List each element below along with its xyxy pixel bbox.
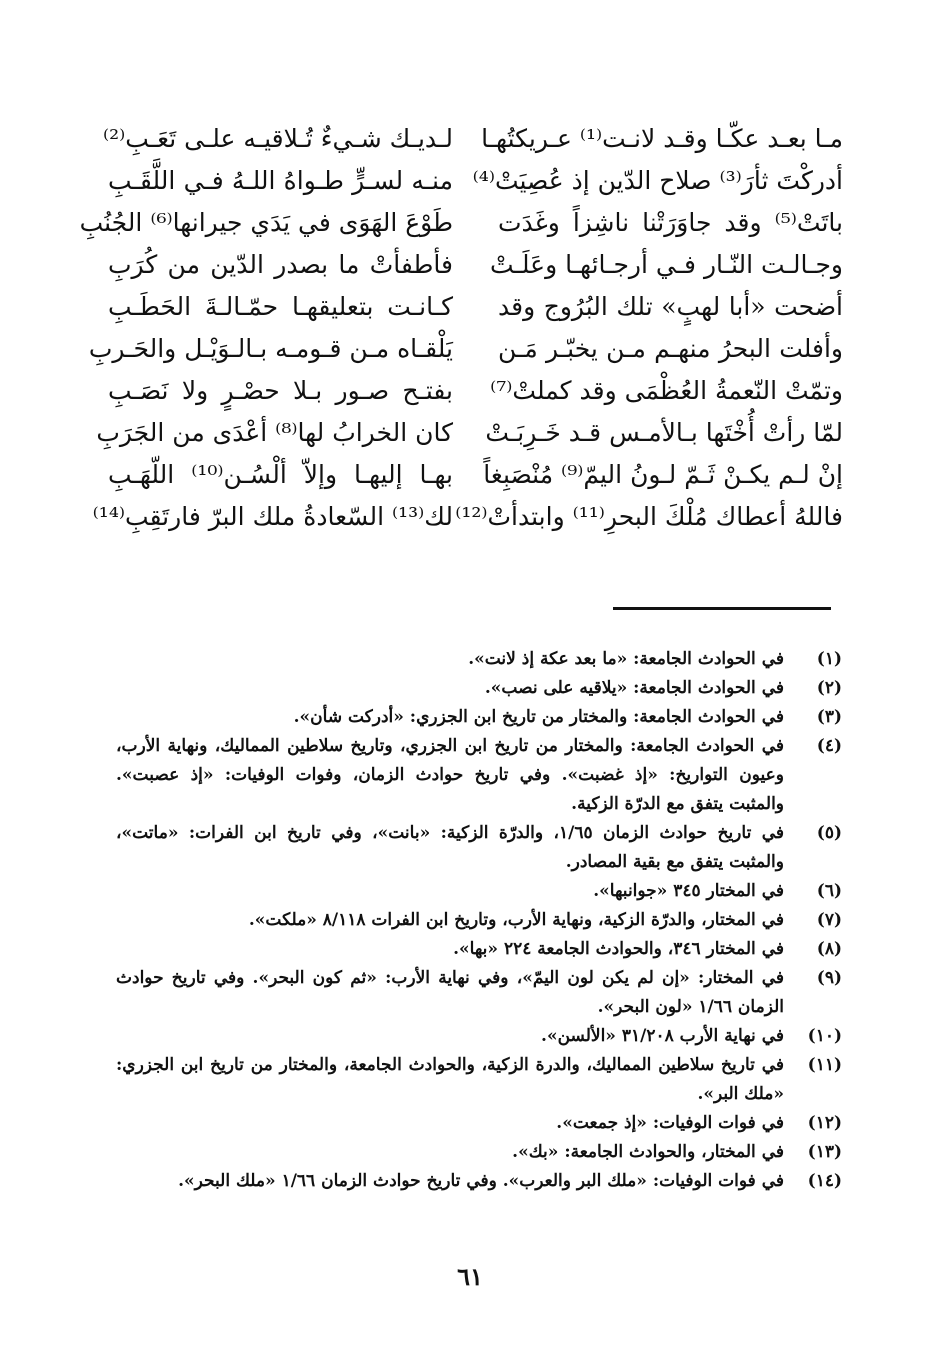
verse-second-hemistich: منـه لسـرٍّ طـواهُ اللـهُ فـي اللَّقَـبِ <box>108 166 453 195</box>
page-number: ٦١ <box>457 1262 483 1291</box>
footnote-text: في الحوادث الجامعة: والمختار من تاريخ ابن الجزري: «أدركت شأن». <box>293 707 784 727</box>
verse <box>92 496 843 538</box>
verse-second-hemistich: كان الخرابُ لها⁽⁸⁾ أعْدَى من الجَرَبِ <box>96 418 453 447</box>
footnote-text: في نهاية الأرب ٣١/٢٠٨ «الألسن». <box>541 1026 784 1046</box>
verse-second-hemistich: لك⁽¹³⁾ السّعادةُ ملك البرّ فارتَقِبِ⁽¹⁴⁾ <box>92 502 453 531</box>
footnote <box>116 1109 842 1138</box>
footnote-number: (٦) <box>816 881 842 901</box>
verse <box>108 370 843 412</box>
verse-first-hemistich: وأفلت البحرُ منهـم مـن يخبّـر مَـن <box>498 334 843 363</box>
footnote-number: (١٣) <box>807 1142 842 1162</box>
footnote-text: في الحوادث الجامعة: «ما بعد عكة إذ لانت». <box>468 649 784 669</box>
footnote-text: في فوات الوفيات: «إذ جمعت». <box>556 1113 784 1133</box>
footnote-number: (١٠) <box>807 1026 842 1046</box>
footnote <box>116 964 842 1022</box>
footnote-text: في المختار، والدرّة الزكية، ونهاية الأرب، وتاريخ ابن الفرات ٨/١١٨ «ملكت». <box>248 910 784 930</box>
verse-first-hemistich: أدركْتَ ثأرَ⁽³⁾ صلاح الدّين إذ عُصِيَتْ⁽⁴⁾ <box>472 166 843 195</box>
footnote-text: في الحوادث الجامعة: والمختار من تاريخ ابن الجزري، وتاريخ سلاطين المماليك، ونهاية الأرب، وعيون التواريخ: «إذ غضبت». وفي تاريخ حوادث الزمان، وفوات الوفيات: «إذ عصبت». والمثبت يتفق مع الدرّة الزكية. <box>116 736 784 814</box>
footnote <box>116 877 842 906</box>
verse-second-hemistich: بفتـح صـور بـلا حصْـرٍ ولا نَصَـبِ <box>108 376 453 405</box>
verse <box>102 118 843 160</box>
footnote-text: في فوات الوفيات: «ملك البر والعرب». وفي تاريخ حوادث الزمان ١/٦٦ «ملك البحر». <box>178 1171 784 1191</box>
footnote <box>116 674 842 703</box>
footnote-text: في الحوادث الجامعة: «يلاقيه على نصب». <box>484 678 784 698</box>
footnote-text: في تاريخ سلاطين المماليك، والدرة الزكية، والحوادث الجامعة، والمختار من تاريخ ابن الجزري: «ملك البر». <box>116 1055 784 1104</box>
verse-second-hemistich: لـديـك شـيءٌ تُـلاقيـه علـى تَعَـبِ⁽²⁾ <box>102 124 453 153</box>
footnote-text: في المختار: «إن لم يكن لون اليمّ»، وفي نهاية الأرب: «ثم كون البحر». وفي تاريخ حوادث الزمان ١/٦٦ «لون البحر». <box>116 968 784 1017</box>
verse-first-hemistich: باتَتْ⁽⁵⁾ وقد جاوَرَتْنا ناشِزاً وغَدَت <box>498 208 843 237</box>
poem <box>79 118 843 538</box>
footnote <box>116 703 842 732</box>
verse-first-hemistich: وجـالـت النّـار فـي أرجـائهـا وعَلَـتْ <box>490 250 843 279</box>
footnote <box>116 645 842 674</box>
footnote-separator-rule <box>613 607 831 610</box>
footnote <box>116 1138 842 1167</box>
verse-second-hemistich: طَوْعَ الهَوَى في يَدَي جيرانها⁽⁶⁾ الجُنُبِ <box>79 208 453 237</box>
verse-first-hemistich: أضحت «أبا لهبٍ» تلك البُرُوج وقد <box>498 292 843 321</box>
verse-first-hemistich: مـا بعـد عكّـا وقـد لانـت⁽¹⁾ عـريكتُهـا <box>481 124 843 153</box>
verse-first-hemistich: فاللهُ أعطاك مُلْكَ البحرِ⁽¹¹⁾ وابتدأتْ⁽¹²⁾ <box>455 502 843 531</box>
verse <box>108 454 843 496</box>
footnote-number: (٤) <box>816 736 842 756</box>
footnote-number: (١٢) <box>807 1113 842 1133</box>
footnote-text: في المختار ٣٤٥ «جوانبها». <box>593 881 784 901</box>
verse-first-hemistich: وتمّتْ النّعمةُ العُظْمَى وقد كملتْ⁽⁷⁾ <box>490 376 843 405</box>
footnote-number: (٩) <box>816 968 842 988</box>
footnote-number: (٢) <box>816 678 842 698</box>
footnote <box>116 1167 842 1196</box>
footnote <box>116 1051 842 1109</box>
verse-second-hemistich: فأطفأتْ ما بصدر الدّين من كُرَبِ <box>108 250 453 279</box>
footnote <box>116 732 842 819</box>
footnotes <box>116 645 842 1196</box>
footnote-number: (٧) <box>816 910 842 930</box>
footnote-text: في المختار، والحوادث الجامعة: «بك». <box>512 1142 784 1162</box>
verse <box>108 160 843 202</box>
footnote-number: (١٤) <box>807 1171 842 1191</box>
footnote-text: في المختار ٣٤٦، والحوادث الجامعة ٢٢٤ «بها». <box>453 939 784 959</box>
footnote <box>116 819 842 877</box>
footnote-number: (١) <box>816 649 842 669</box>
verse <box>108 286 843 328</box>
footnote-number: (٣) <box>816 707 842 727</box>
verse <box>79 202 843 244</box>
verse-second-hemistich: كـانـت بتعليقهـا حمّـالـةَ الحَطَـبِ <box>108 292 453 321</box>
footnote-number: (٨) <box>816 939 842 959</box>
verse <box>108 244 843 286</box>
verse <box>88 328 843 370</box>
footnote-number: (١١) <box>807 1055 842 1075</box>
footnote <box>116 935 842 964</box>
verse-second-hemistich: يَلْقـاه مـن قـومـه بـالـوَيْـل والحَـربِ <box>88 334 453 363</box>
footnote <box>116 906 842 935</box>
verse-first-hemistich: إنْ لـم يكـنْ ثَـمّ لـونُ اليمّ⁽⁹⁾ مُنْصَبِغاً <box>483 460 843 489</box>
verse <box>96 412 843 454</box>
footnote-number: (٥) <box>816 823 842 843</box>
verse-first-hemistich: لمّا رأتْ أُخْتَها بـالأمـس قـد خَـرِبَـتْ <box>485 418 843 447</box>
footnote-text: في تاريخ حوادث الزمان ١/٦٥، والدرّة الزكية: «بانت»، وفي تاريخ ابن الفرات: «ماتت»، والمثبت يتفق مع بقية المصادر. <box>116 823 785 872</box>
verse-second-hemistich: بهـا إليهـا وإلاّ ألْسُـن⁽¹⁰⁾ اللّهَـبِ <box>108 460 453 489</box>
footnote <box>116 1022 842 1051</box>
